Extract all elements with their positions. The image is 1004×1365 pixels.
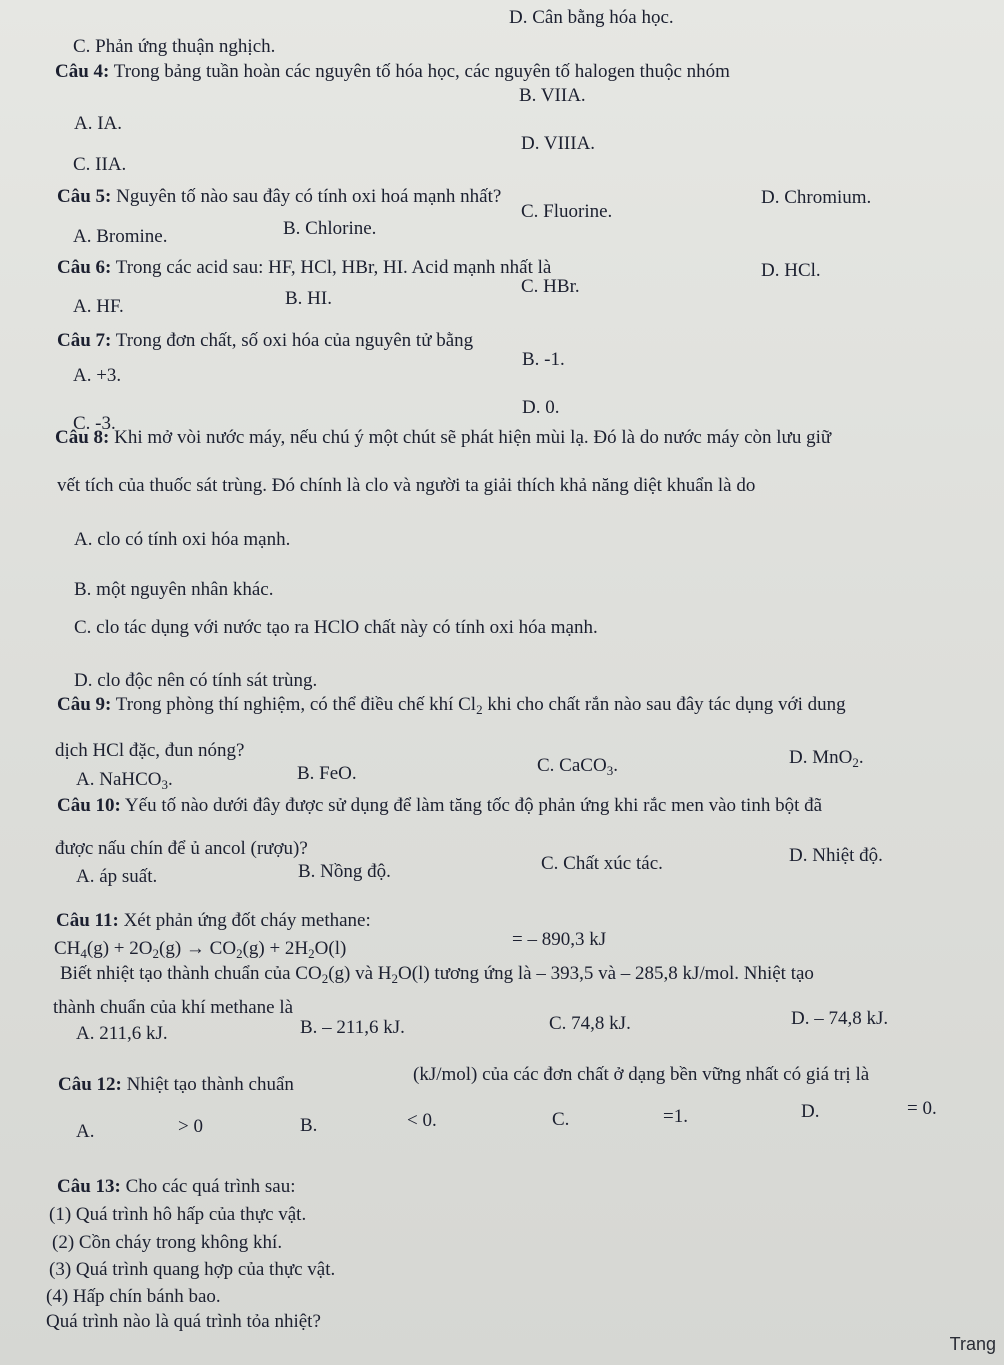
q5-option-b: B. Chlorine. — [283, 218, 377, 239]
q5-option-a: A. Bromine. — [73, 226, 168, 247]
q11-option-b: B. – 211,6 kJ. — [300, 1017, 405, 1038]
q12-option-d: D. — [801, 1101, 820, 1122]
q8-option-c: C. clo tác dụng với nước tạo ra HClO chất này có tính oxi hóa mạnh. — [74, 617, 598, 638]
question-12: Câu 12: Nhiệt tạo thành chuẩn — [58, 1074, 294, 1095]
q6-option-c: C. HBr. — [521, 276, 580, 297]
q9-option-d: D. MnO$_2$. — [789, 747, 864, 770]
q13-item-1: (1) Quá trình hô hấp của thực vật. — [49, 1204, 307, 1225]
question-6: Câu 6: Trong các acid sau: HF, HCl, HBr, HI. Acid mạnh nhất là — [57, 257, 552, 278]
q6-option-d: D. HCl. — [761, 260, 821, 281]
question-10-line-1: Câu 10: Yếu tố nào dưới đây được sử dụng để làm tăng tốc độ phản ứng khi rắc men vào tinh bột đã — [57, 795, 823, 816]
q4-option-a: A. IA. — [74, 113, 123, 134]
q11-option-d: D. – 74,8 kJ. — [791, 1008, 889, 1029]
q10-option-d: D. Nhiệt độ. — [789, 845, 883, 866]
q11-enthalpy-value: = – 890,3 kJ — [512, 929, 607, 950]
q6-option-b: B. HI. — [285, 288, 332, 309]
q11-line-2: Biết nhiệt tạo thành chuẩn của $CO_2(g)$ và $H_2O(l)$ tương ứng là – 393,5 và – 285,8 kJ/mol. Nhiệt tạo — [60, 963, 814, 986]
q11-line-3: thành chuẩn của khí methane là — [53, 997, 294, 1018]
question-8-line-1: Câu 8: Khi mở vòi nước máy, nếu chú ý một chút sẽ phát hiện mùi lạ. Đó là do nước máy còn lưu giữ — [55, 427, 832, 448]
question-9-line-2: dịch HCl đặc, đun nóng? — [55, 740, 245, 761]
q10-option-b: B. Nồng độ. — [298, 861, 391, 882]
q12-option-c: C. — [552, 1109, 570, 1130]
q7-option-b: B. -1. — [522, 349, 565, 370]
q4-option-d: D. VIIIA. — [521, 133, 596, 154]
q13-item-3: (3) Quá trình quang hợp của thực vật. — [49, 1259, 336, 1280]
q7-option-d: D. 0. — [522, 397, 560, 418]
q10-option-c: C. Chất xúc tác. — [541, 853, 663, 874]
q8-option-b: B. một nguyên nhân khác. — [74, 579, 274, 600]
q12-option-b: B. — [300, 1115, 318, 1136]
q8-option-d: D. clo độc nên có tính sát trùng. — [74, 670, 318, 691]
q11-option-c: C. 74,8 kJ. — [549, 1013, 631, 1034]
question-8-line-2: vết tích của thuốc sát trùng. Đó chính là clo và người ta giải thích khả năng diệt khuẩn là do — [57, 475, 756, 496]
q13-item-2: (2) Cồn cháy trong không khí. — [52, 1232, 283, 1253]
q8-option-a: A. clo có tính oxi hóa mạnh. — [74, 529, 291, 550]
question-9-line-1: Câu 9: Trong phòng thí nghiệm, có thể điều chế khí $Cl_2$ khi cho chất rắn nào sau đây tác dụng với dung — [57, 694, 846, 717]
q13-item-4: (4) Hấp chín bánh bao. — [46, 1286, 221, 1307]
q7-option-a: A. +3. — [73, 365, 122, 386]
q9-option-a: A. NaHCO$_3$. — [76, 769, 173, 792]
q4-option-c: C. IIA. — [73, 154, 127, 175]
q12-option-a: A. — [76, 1121, 95, 1142]
q12-option-a-value: > 0 — [178, 1116, 203, 1137]
q5-option-d: D. Chromium. — [761, 187, 872, 208]
question-10-line-2: được nấu chín để ủ ancol (rượu)? — [55, 838, 308, 859]
page-footer-label: Trang — [949, 1334, 996, 1354]
question-4: Câu 4: Trong bảng tuần hoàn các nguyên tố hóa học, các nguyên tố halogen thuộc nhóm — [55, 61, 730, 82]
question-5: Câu 5: Nguyên tố nào sau đây có tính oxi hoá mạnh nhất? — [57, 186, 502, 207]
question-12-continued: (kJ/mol) của các đơn chất ở dạng bền vững nhất có giá trị là — [413, 1064, 870, 1085]
q11-option-a: A. 211,6 kJ. — [76, 1023, 168, 1044]
q10-option-a: A. áp suất. — [76, 866, 158, 887]
q9-option-b: B. FeO. — [297, 763, 357, 784]
q11-equation: $CH_4(g) + 2O_2(g) \to CO_2(g) + 2H_2O(l)$ — [54, 938, 347, 961]
q12-option-c-value: =1. — [663, 1106, 688, 1127]
prev-option-d: D. Cân bằng hóa học. — [509, 7, 674, 28]
q13-question: Quá trình nào là quá trình tỏa nhiệt? — [46, 1311, 321, 1332]
q6-option-a: A. HF. — [73, 296, 124, 317]
prev-option-c: C. Phản ứng thuận nghịch. — [73, 36, 276, 57]
q4-option-b: B. VIIA. — [519, 85, 586, 106]
question-7: Câu 7: Trong đơn chất, số oxi hóa của nguyên tử bằng — [57, 330, 474, 351]
q9-option-c: C. CaCO$_3$. — [537, 755, 618, 778]
q12-option-d-value: = 0. — [907, 1098, 937, 1119]
q5-option-c: C. Fluorine. — [521, 201, 613, 222]
q7-option-c: C. -3. — [73, 413, 116, 434]
question-13: Câu 13: Cho các quá trình sau: — [57, 1176, 296, 1197]
question-11: Câu 11: Xét phản ứng đốt cháy methane: — [56, 910, 371, 931]
q12-option-b-value: < 0. — [407, 1110, 437, 1131]
